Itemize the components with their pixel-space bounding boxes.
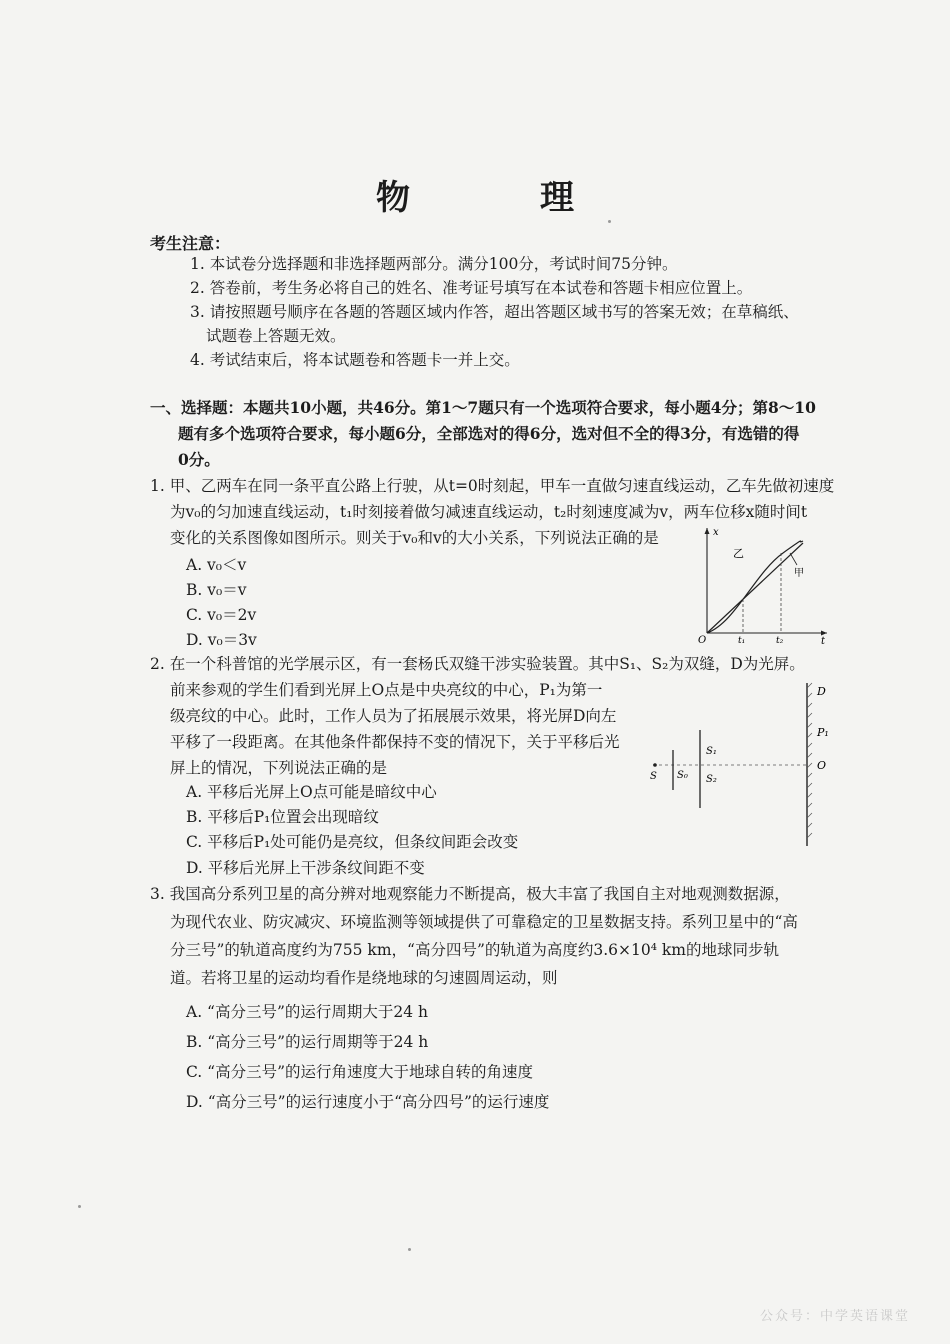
question-2-option-d: D. 平移后光屏上干涉条纹间距不变	[186, 859, 425, 877]
jia-line	[707, 543, 803, 633]
notice-item: 3. 请按照题号顺序在各题的答题区域内作答，超出答题区域书写的答案无效；在草稿纸、	[190, 303, 799, 321]
section-heading: 0分。	[178, 450, 220, 469]
s2-label: S₂	[706, 774, 717, 785]
question-1-option-c: C. v₀＝2v	[186, 606, 257, 624]
question-1-stem: 变化的关系图像如图所示。则关于v₀和v的大小关系，下列说法正确的是	[170, 529, 659, 547]
question-2-stem: 级亮纹的中心。此时，工作人员为了拓展展示效果，将光屏D向左	[170, 707, 617, 725]
question-1-figure	[695, 523, 835, 645]
question-1-stem: 1. 甲、乙两车在同一条平直公路上行驶，从t=0时刻起，甲车一直做匀速直线运动，乙车先做初速度	[150, 477, 835, 495]
question-2-option-a: A. 平移后光屏上O点可能是暗纹中心	[186, 783, 437, 801]
scan-speck	[78, 1205, 81, 1208]
s0-label: S₀	[677, 770, 688, 781]
question-2-stem: 平移了一段距离。在其他条件都保持不变的情况下，关于平移后光	[170, 733, 620, 751]
t-axis-label: t	[821, 636, 826, 645]
notice-heading: 考生注意：	[150, 234, 231, 253]
question-3-option-d: D. “高分三号”的运行速度小于“高分四号”的运行速度	[186, 1093, 550, 1111]
yi-label: 乙	[733, 547, 744, 560]
p1-label: P₁	[817, 726, 829, 739]
question-1-stem: 为v₀的匀加速直线运动，t₁时刻接着做匀减速直线运动，t₂时刻速度减为v，两车位移x随时间t	[170, 503, 808, 521]
t1-label: t₁	[738, 636, 746, 645]
section-heading: 题有多个选项符合要求，每小题6分，全部选对的得6分，选对但不全的得3分，有选错的得	[178, 424, 800, 443]
notice-item: 1. 本试卷分选择题和非选择题两部分。满分100分，考试时间75分钟。	[190, 255, 678, 273]
notice-item: 试题卷上答题无效。	[206, 327, 346, 345]
question-2-stem: 前来参观的学生们看到光屏上O点是中央亮纹的中心，P₁为第一	[170, 681, 603, 699]
question-1-option-a: A. v₀＜v	[186, 556, 247, 574]
x-axis-label: x	[713, 527, 719, 538]
notice-item: 2. 答卷前，考生务必将自己的姓名、准考证号填写在本试卷和答题卡相应位置上。	[190, 279, 753, 297]
question-3-stem: 分三号”的轨道高度约为755 km，“高分四号”的轨道为高度约3.6×10⁴ km的地球同步轨	[170, 941, 779, 959]
source-point	[653, 763, 657, 767]
question-2-stem: 屏上的情况，下列说法正确的是	[170, 759, 388, 777]
question-2-stem: 2. 在一个科普馆的光学展示区，有一套杨氏双缝干涉实验装置。其中S₁、S₂为双缝，D为光屏。	[150, 655, 805, 673]
page-title: 物 理	[376, 178, 622, 218]
scan-speck	[608, 220, 611, 223]
question-1-option-d: D. v₀＝3v	[186, 631, 257, 649]
question-1-option-b: B. v₀＝v	[186, 581, 247, 599]
s1-label: S₁	[706, 746, 717, 757]
jia-label: 甲	[794, 568, 804, 579]
question-3-option-b: B. “高分三号”的运行周期等于24 h	[186, 1033, 429, 1051]
watermark: 公众号：中学英语课堂	[759, 1309, 910, 1324]
screen-hatching	[807, 683, 812, 838]
t2-label: t₂	[776, 636, 784, 645]
question-3-stem: 3. 我国高分系列卫星的高分辨对地观察能力不断提高，极大丰富了我国自主对地观测数据源，	[150, 885, 790, 903]
question-2-option-b: B. 平移后P₁位置会出现暗纹	[186, 808, 379, 826]
scan-speck	[408, 1248, 411, 1251]
o-label: O	[817, 759, 827, 772]
question-3-stem: 为现代农业、防灾减灾、环境监测等领域提供了可靠稳定的卫星数据支持。系列卫星中的“高	[170, 913, 798, 931]
question-2-option-c: C. 平移后P₁处可能仍是亮纹，但条纹间距会改变	[186, 833, 519, 851]
notice-item: 4. 考试结束后，将本试题卷和答题卡一并上交。	[190, 351, 520, 369]
question-3-option-a: A. “高分三号”的运行周期大于24 h	[186, 1003, 429, 1021]
origin-label: O	[698, 635, 707, 645]
question-3-stem: 道。若将卫星的运动均看作是绕地球的匀速圆周运动，则	[170, 969, 558, 987]
question-2-figure	[645, 678, 840, 848]
section-heading: 一、选择题：本题共10小题，共46分。第1～7题只有一个选项符合要求，每小题4分；第8～10	[150, 398, 816, 417]
screen-label: D	[817, 685, 826, 698]
source-label: S	[650, 771, 657, 782]
x-axis-arrow	[705, 528, 710, 534]
t-axis-arrow	[821, 631, 827, 636]
question-3-option-c: C. “高分三号”的运行角速度大于地球自转的角速度	[186, 1063, 534, 1081]
jia-leader	[790, 553, 797, 565]
